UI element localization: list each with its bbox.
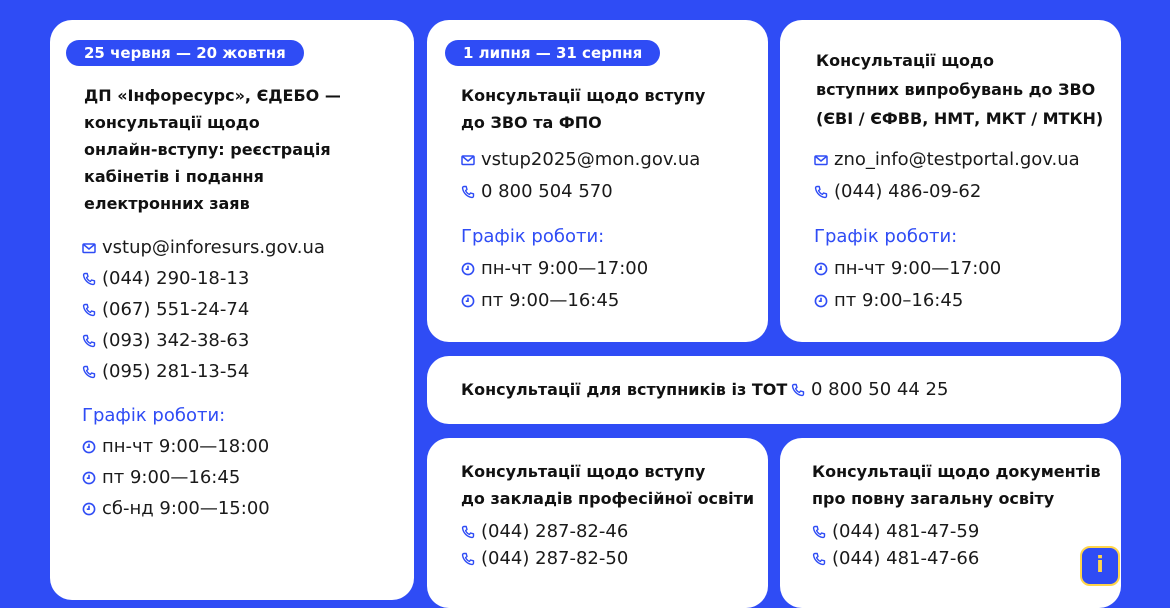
phone-link[interactable] [82,329,249,353]
phone-icon [461,552,475,566]
phone-text: (093) 342-38-63 [102,330,250,351]
clock-icon [814,262,828,276]
title-line: кабінетів і подання [84,167,264,186]
clock-icon [814,294,828,308]
mail-icon [82,241,96,255]
clock-icon [82,502,96,516]
email-text: zno_info@testportal.gov.ua [834,149,1080,170]
phone-link[interactable] [814,180,981,204]
phone-link[interactable] [812,520,979,544]
phone-icon [82,334,96,348]
phone-link[interactable] [461,547,628,571]
title-line: вступних випробувань до ЗВО [816,80,1096,99]
title-line: до закладів професійної освіти [461,489,755,508]
phone-link[interactable] [812,547,979,571]
hours-row [461,289,619,313]
hours-text: пн-чт 9:00—17:00 [834,258,1002,279]
clock-icon [461,294,475,308]
title-line: (ЄВІ / ЄФВВ, НМТ, МКТ / МТКН) [816,109,1104,128]
title-line: електронних заяв [84,194,250,213]
phone-text: (067) 551-24-74 [102,299,250,320]
card-title [816,46,1103,133]
title-line: до ЗВО та ФПО [461,113,602,132]
mail-icon [461,153,475,167]
phone-text: 0 800 50 44 25 [811,379,949,400]
email-text: vstup@inforesurs.gov.ua [102,237,325,258]
title-line: Консультації щодо документів [812,462,1101,481]
clock-icon [82,440,96,454]
card-tot [427,356,1121,424]
title-line: Консультації щодо вступу [461,86,706,105]
title-line: Консультації щодо [816,51,994,70]
mail-icon [814,153,828,167]
title-line: консультації щодо [84,113,260,132]
card-title: Консультації для вступників із ТОТ [461,380,788,399]
phone-text: (044) 287-82-50 [481,548,629,569]
phone-icon [461,525,475,539]
phone-link[interactable] [82,360,249,384]
card-title [84,82,341,217]
email-link[interactable] [461,148,700,172]
hours-text: сб-нд 9:00—15:00 [102,498,270,519]
phone-link[interactable] [82,298,249,322]
phone-link[interactable] [82,267,249,291]
phone-icon [812,525,826,539]
title-line: ДП «Інфоресурс», ЄДЕБО — [84,86,341,105]
info-logo-icon: i [1080,546,1120,586]
phone-link[interactable] [791,378,948,402]
hours-row [82,497,270,521]
email-text: vstup2025@mon.gov.ua [481,149,701,170]
clock-icon [461,262,475,276]
schedule-label: Графік роботи: [814,226,958,247]
phone-text: (044) 290-18-13 [102,268,250,289]
schedule-label: Графік роботи: [82,405,226,426]
title-line: онлайн-вступу: реєстрація [84,140,331,159]
hours-text: пн-чт 9:00—17:00 [481,258,649,279]
card-title [461,82,705,136]
phone-text: (044) 287-82-46 [481,521,629,542]
dates-badge: 1 липня — 31 серпня [445,40,660,66]
phone-link[interactable] [461,180,613,204]
card-education-documents [780,438,1121,608]
card-entrance-tests [780,20,1121,342]
phone-icon [812,552,826,566]
phone-icon [82,272,96,286]
hours-row [82,435,269,459]
phone-text: (095) 281-13-54 [102,361,250,382]
phone-icon [82,365,96,379]
schedule-label: Графік роботи: [461,226,605,247]
phone-text: (044) 481-47-66 [832,548,980,569]
hours-text: пт 9:00—16:45 [102,467,241,488]
hours-row [814,289,963,313]
card-inforesurs [50,20,414,600]
phone-text: 0 800 504 570 [481,181,613,202]
title-line: Консультації щодо вступу [461,462,706,481]
hours-row [82,466,240,490]
phone-icon [791,383,805,397]
hours-row [814,257,1001,281]
clock-icon [82,471,96,485]
email-link[interactable] [82,236,325,260]
email-link[interactable] [814,148,1080,172]
phone-text: (044) 486-09-62 [834,181,982,202]
phone-link[interactable] [461,520,628,544]
hours-text: пн-чт 9:00—18:00 [102,436,270,457]
phone-icon [82,303,96,317]
hours-row [461,257,648,281]
card-title [461,458,754,512]
hours-text: пт 9:00–16:45 [834,290,964,311]
phone-icon [461,185,475,199]
title-line: про повну загальну освіту [812,489,1055,508]
phone-text: (044) 481-47-59 [832,521,980,542]
card-zvo-admission [427,20,768,342]
hours-text: пт 9:00—16:45 [481,290,620,311]
card-title [812,458,1101,512]
phone-icon [814,185,828,199]
card-professional-education [427,438,768,608]
dates-badge: 25 червня — 20 жовтня [66,40,304,66]
